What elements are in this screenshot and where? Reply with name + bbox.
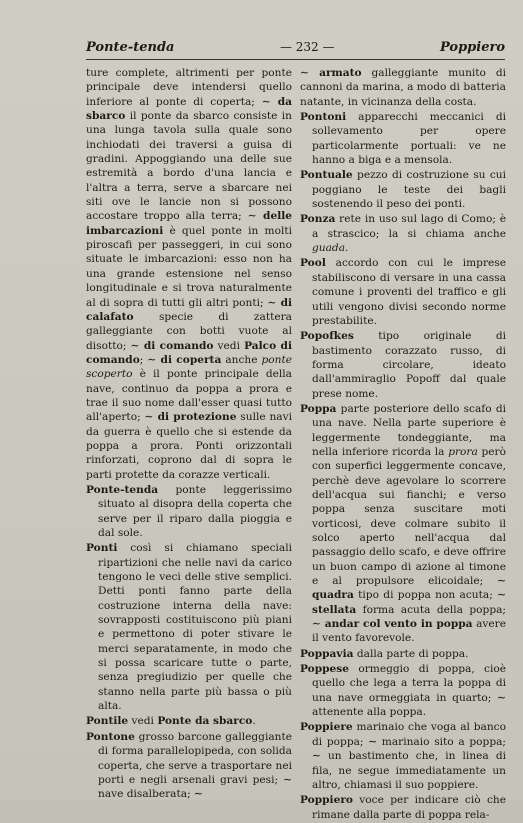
dictionary-entry: Pontoni apparecchi meccanici di sollevamento per opere particolarmente portuali: ve ne hanno a biga e a mensola. (300, 111, 506, 167)
dictionary-entry: Poppa parte posteriore dello scafo di una nave. Nella parte superiore è leggermente tondeggiante, ma nella inferiore ricorda la prora però con superfici leggermente concave, perchè deve agevolare lo scorrere dell'acqua sui fianchi; e verso poppa senza suscitare moti vorticosi, deve colmare subito il solco aperto nell'acqua dal passaggio dello scafo, e deve offrire un buon campo di azione al timone e al propulsore elicoidale; ∼ quadra tipo di poppa non acuta; ∼ stellata forma acuta della poppa; ∼ andar col vento in poppa avere il vento favorevole. (300, 402, 506, 645)
running-header (86, 40, 505, 60)
dictionary-entry: Pontone grosso barcone galleggiante di forma parallelopipeda, con solida coperta, che serve a trasportare nei porti e negli arsenali gravi pesi; ∼ nave disalberata; ∼ (86, 730, 292, 801)
dictionary-entry: ∼ armato galleggiante munito di cannoni da marina, a modo di batteria natante, in vicinanza della costa. (300, 67, 507, 108)
header-left-guideword: Ponte-tenda (86, 40, 175, 55)
header-rule (86, 59, 505, 60)
dictionary-entry: Ponti così si chiamano speciali ripartizioni che nelle navi da carico tengono le veci delle stive semplici. Detti ponti fanno parte della costruzione interna della nave: sovrapposti costituiscono più piani e permettono di poter stivare le merci separatamente, in modo che si possa scaricare tutte o parte, senza pregiudizio per quelle che stanno nella parte più bassa o più alta. (86, 542, 292, 713)
dictionary-entry: Ponte-tenda ponte leggerissimo situato al disopra della coperta che serve per il riparo dalla pioggia e dal sole. (86, 483, 292, 539)
dictionary-entry: Pool accordo con cui le imprese stabiliscono di versare in una cassa comune i proventi del traffico e gli utili vengono divisi secondo norme prestabilite. (300, 257, 506, 327)
dictionary-entry: Poppese ormeggio di poppa, cioè quello che lega a terra la poppa di una nave ormeggiata in quarto; ∼ attenente alla poppa. (300, 663, 506, 719)
dictionary-entry: Poppiero voce per indicare ciò che rimane dalla parte di poppa rela- (300, 794, 506, 821)
dictionary-entry: Ponza rete in uso sul lago di Como; è a strascico; la si chiama anche guada. (300, 213, 506, 255)
right-column (300, 66, 506, 823)
dictionary-entry: ture complete, altrimenti per ponte principale deve intendersi quello inferiore al ponte di coperta; ∼ da sbarco il ponte da sbarco consiste in una lunga tavola sulla quale sono inchiodati dei traversi a guisa di gradini. Appoggiando una delle sue estremità a bordo d'una lancia e l'altra a terra, serve a sbarcare nei siti ove le lancie non si possono accostare troppo alla terra; ∼ delle imbarcazioni è quel ponte in molti piroscafi per passeggeri, in cui sono situate le imbarcazioni: esso non ha una grande estensione nel senso longitudinale e si trova naturalmente al di sopra di tutti gli altri ponti; ∼ di calafato specie di zattera galleggiante con botti vuote al disotto; ∼ di comando vedi Palco di comando; ∼ di coperta anche ponte scoperto è il ponte principale della nave, continuo da poppa a prora e trae il suo nome dall'esser quasi tutto all'aperto; ∼ di protezione sulle navi da guerra è quello che si estende da poppa a prora. Ponti orizzontali rinforzati, coprono dal di sopra le parti protette da corazze verticali. (86, 67, 293, 481)
dictionary-entry: Pontile vedi Ponte da sbarco. (86, 715, 256, 728)
dictionary-entry: Poppiere marinaio che voga al banco di poppa; ∼ marinaio sito a poppa; ∼ un bastimento che, in linea di fila, ne segue immediatamente un altro, chiamasi il suo poppiere. (300, 721, 506, 791)
page-number: — 232 — (279, 40, 335, 54)
dictionary-entry: Poppavia dalla parte di poppa. (300, 647, 469, 660)
dictionary-entry: Popofkes tipo originale di bastimento corazzato russo, di forma circolare, ideato dall'ammiraglio Popoff dal quale prese nome. (300, 330, 506, 400)
dictionary-entry: Pontuale pezzo di costruzione su cui poggiano le teste dei bagli sostenendo il peso dei ponti. (300, 169, 506, 211)
header-right-guideword: Poppiero (439, 40, 505, 55)
left-column (86, 66, 292, 803)
